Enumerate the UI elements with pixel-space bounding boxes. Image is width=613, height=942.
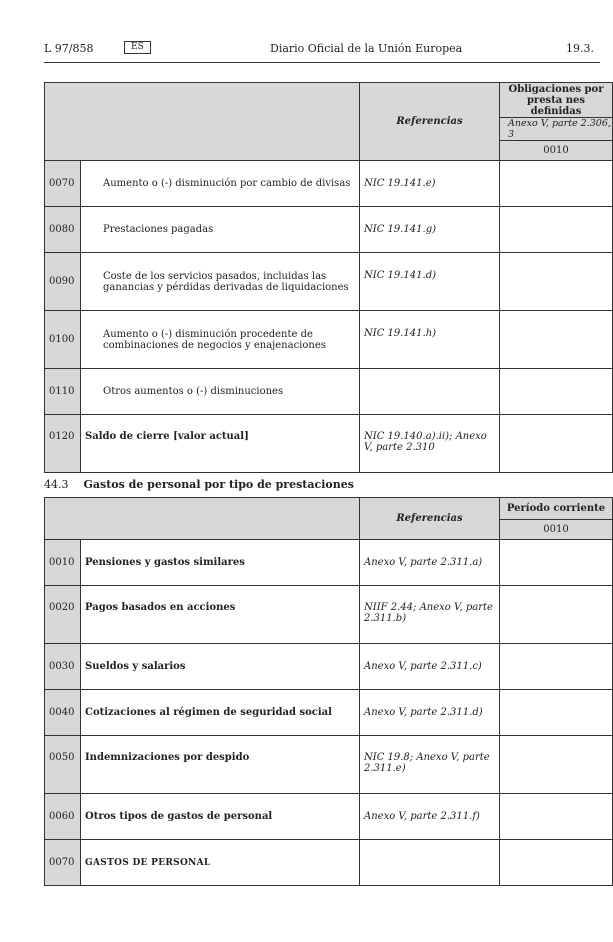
journal-ref: L 97/858 xyxy=(44,42,94,55)
table-row xyxy=(45,311,613,369)
column-code: 0010 xyxy=(500,141,613,161)
row-value-cell xyxy=(500,586,613,644)
row-value-cell xyxy=(500,840,613,886)
row-value-cell xyxy=(500,253,613,311)
table-row xyxy=(45,540,613,586)
row-code: 0070 xyxy=(45,840,81,886)
row-code: 0080 xyxy=(45,207,81,253)
row-value-cell xyxy=(500,736,613,794)
row-value-cell xyxy=(500,540,613,586)
row-reference xyxy=(360,369,500,415)
row-code: 0010 xyxy=(45,540,81,586)
journal-title: Diario Oficial de la Unión Europea xyxy=(270,42,463,55)
section-number: 44.3 xyxy=(44,478,69,491)
row-value-cell xyxy=(500,161,613,207)
row-label: Sueldos y salarios xyxy=(81,644,360,690)
row-value-cell xyxy=(500,690,613,736)
language-badge: ES xyxy=(124,41,151,54)
row-value-cell xyxy=(500,311,613,369)
column-subheader: Anexo V, parte 2.306, 3 xyxy=(500,118,613,141)
row-label: Pagos basados en acciones xyxy=(81,586,360,644)
row-reference: NIIF 2.44; Anexo V, parte 2.311.b) xyxy=(360,586,500,644)
row-label: Prestaciones pagadas xyxy=(81,207,360,253)
column-header: Período corriente xyxy=(500,498,613,520)
row-code: 0110 xyxy=(45,369,81,415)
table-row xyxy=(45,369,613,415)
row-value-cell xyxy=(500,369,613,415)
publication-date: 19.3. xyxy=(566,42,594,55)
row-label: Cotizaciones al régimen de seguridad social xyxy=(81,690,360,736)
row-reference xyxy=(360,840,500,886)
row-code: 0120 xyxy=(45,415,81,473)
table-row xyxy=(45,253,613,311)
row-label: Aumento o (-) disminución procedente de combinaciones de negocios y enajenaciones xyxy=(81,311,360,369)
row-reference: Anexo V, parte 2.311.f) xyxy=(360,794,500,840)
row-reference: NIC 19.140.a).ii); Anexo V, parte 2.310 xyxy=(360,415,500,473)
row-reference: NIC 19.141.g) xyxy=(360,207,500,253)
row-value-cell xyxy=(500,644,613,690)
row-value-cell xyxy=(500,207,613,253)
row-reference: NIC 19.141.e) xyxy=(360,161,500,207)
table-row xyxy=(45,586,613,644)
section-title: Gastos de personal por tipo de prestaciones xyxy=(83,478,354,491)
table-row xyxy=(45,690,613,736)
row-code: 0020 xyxy=(45,586,81,644)
section-heading xyxy=(44,478,354,491)
table-row xyxy=(45,161,613,207)
column-code: 0010 xyxy=(500,520,613,540)
row-label: Otros aumentos o (-) disminuciones xyxy=(81,369,360,415)
table-row xyxy=(45,840,613,886)
row-reference: Anexo V, parte 2.311.d) xyxy=(360,690,500,736)
column-header: Obligaciones por presta nes definidas xyxy=(500,83,613,118)
row-reference: Anexo V, parte 2.311.a) xyxy=(360,540,500,586)
row-reference: NIC 19.141.h) xyxy=(360,311,500,369)
references-header: Referencias xyxy=(360,83,500,161)
row-code: 0050 xyxy=(45,736,81,794)
header-rule xyxy=(44,62,600,63)
table-personnel-expenses xyxy=(44,497,613,886)
row-label: Aumento o (-) disminución por cambio de divisas xyxy=(81,161,360,207)
header-blank xyxy=(45,498,360,540)
table-benefit-obligations xyxy=(44,82,613,473)
row-code: 0090 xyxy=(45,253,81,311)
row-value-cell xyxy=(500,794,613,840)
row-reference: Anexo V, parte 2.311.c) xyxy=(360,644,500,690)
row-reference: NIC 19.141.d) xyxy=(360,253,500,311)
row-code: 0040 xyxy=(45,690,81,736)
references-header: Referencias xyxy=(360,498,500,540)
header-blank xyxy=(45,83,360,161)
row-code: 0060 xyxy=(45,794,81,840)
row-code: 0030 xyxy=(45,644,81,690)
row-value-cell xyxy=(500,415,613,473)
row-label: Pensiones y gastos similares xyxy=(81,540,360,586)
row-label: Indemnizaciones por despido xyxy=(81,736,360,794)
table-row xyxy=(45,415,613,473)
table-row xyxy=(45,794,613,840)
row-label: GASTOS DE PERSONAL xyxy=(81,840,360,886)
row-code: 0100 xyxy=(45,311,81,369)
table-row xyxy=(45,207,613,253)
row-label: Otros tipos de gastos de personal xyxy=(81,794,360,840)
row-code: 0070 xyxy=(45,161,81,207)
table-row xyxy=(45,644,613,690)
table-row xyxy=(45,736,613,794)
row-reference: NIC 19.8; Anexo V, parte 2.311.e) xyxy=(360,736,500,794)
row-label: Coste de los servicios pasados, incluidas las ganancias y pérdidas derivadas de liquidaciones xyxy=(81,253,360,311)
row-label: Saldo de cierre [valor actual] xyxy=(81,415,360,473)
page-header xyxy=(0,42,600,60)
